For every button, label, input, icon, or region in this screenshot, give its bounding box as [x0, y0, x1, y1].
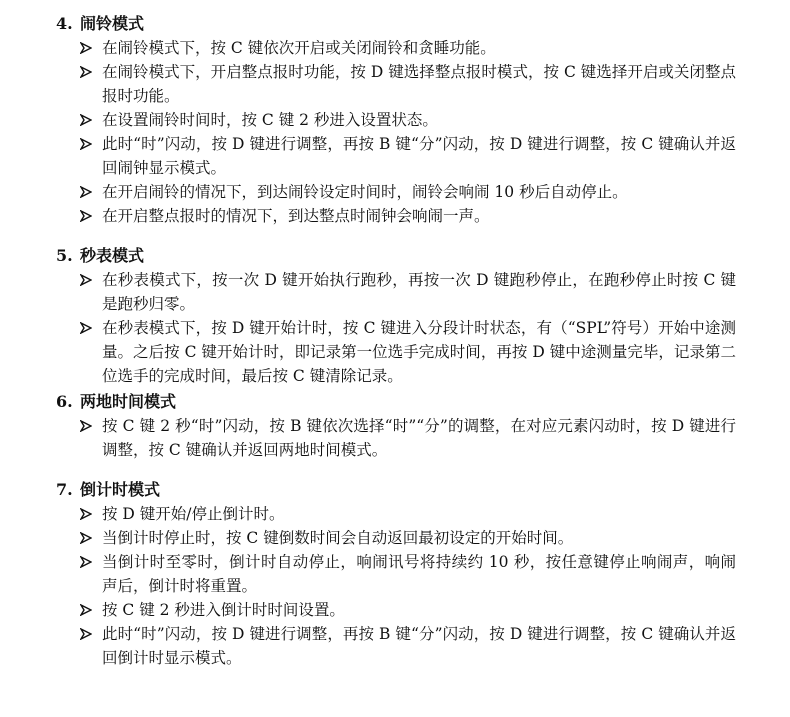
list-item-text: 在开启整点报时的情况下，到达整点时闹钟会响闹一声。: [102, 207, 490, 225]
section-dual-time-mode: [56, 390, 736, 462]
list-item: [56, 108, 736, 132]
list-item: [56, 180, 736, 204]
arrowhead-bullet-icon: [78, 180, 94, 204]
section-alarm-mode: [56, 12, 736, 228]
list-item-text: 在闹铃模式下，按 C 键依次开启或关闭闹铃和贪睡功能。: [102, 39, 496, 57]
list-item: [56, 316, 736, 388]
list-item-text: 按 C 键 2 秒“时”闪动，按 B 键依次选择“时”“分”的调整，在对应元素闪动时，按 D 键进行调整，按 C 键确认并返回两地时间模式。: [102, 417, 736, 459]
section-title: 秒表模式: [80, 246, 145, 265]
section-spacer: [0, 462, 790, 478]
list-item-text: 在开启闹铃的情况下，到达闹铃设定时间时，闹铃会响闹 10 秒后自动停止。: [102, 183, 628, 201]
arrowhead-bullet-icon: [78, 622, 94, 646]
list-item: [56, 526, 736, 550]
list-item-text: 按 C 键 2 秒进入倒计时时间设置。: [102, 601, 345, 619]
list-item: [56, 622, 736, 670]
list-item: [56, 414, 736, 462]
arrowhead-bullet-icon: [78, 598, 94, 622]
arrowhead-bullet-icon: [78, 60, 94, 84]
section-number: 5.: [56, 246, 73, 265]
list-item-text: 在闹铃模式下，开启整点报时功能，按 D 键选择整点报时模式，按 C 键选择开启或关闭整点报时功能。: [102, 63, 736, 105]
list-item-text: 在秒表模式下，按一次 D 键开始执行跑秒，再按一次 D 键跑秒停止，在跑秒停止时按 C 键是跑秒归零。: [102, 271, 736, 313]
arrowhead-bullet-icon: [78, 132, 94, 156]
section-heading: [56, 244, 736, 268]
list-item: [56, 598, 736, 622]
list-item: [56, 60, 736, 108]
list-item: [56, 550, 736, 598]
arrowhead-bullet-icon: [78, 316, 94, 340]
arrowhead-bullet-icon: [78, 414, 94, 438]
section-title: 两地时间模式: [80, 392, 177, 411]
list-item-text: 当倒计时至零时，倒计时自动停止，响闹讯号将持续约 10 秒，按任意键停止响闹声，响闹声后，倒计时将重置。: [102, 553, 736, 595]
section-stopwatch-mode: [56, 244, 736, 388]
arrowhead-bullet-icon: [78, 36, 94, 60]
section-heading: [56, 390, 736, 414]
section-number: 6.: [56, 392, 73, 411]
list-item-text: 在秒表模式下，按 D 键开始计时，按 C 键进入分段计时状态，有（“SPL”符号）开始中途测量。之后按 C 键开始计时，即记录第一位选手完成时间，再按 D 键中途测量完毕，记录第二位选手的完成时间，最后按 C 键清除记录。: [102, 319, 736, 385]
list-item-text: 在设置闹铃时间时，按 C 键 2 秒进入设置状态。: [102, 111, 438, 129]
section-countdown-mode: [56, 478, 736, 670]
arrowhead-bullet-icon: [78, 526, 94, 550]
arrowhead-bullet-icon: [78, 268, 94, 292]
list-item-text: 当倒计时停止时，按 C 键倒数时间会自动返回最初设定的开始时间。: [102, 529, 574, 547]
list-item-text: 按 D 键开始/停止倒计时。: [102, 505, 285, 523]
section-spacer: [0, 228, 790, 244]
list-item: [56, 204, 736, 228]
arrowhead-bullet-icon: [78, 502, 94, 526]
section-heading: [56, 478, 736, 502]
arrowhead-bullet-icon: [78, 108, 94, 132]
list-item: [56, 268, 736, 316]
section-number: 7.: [56, 480, 73, 499]
arrowhead-bullet-icon: [78, 550, 94, 574]
list-item: [56, 132, 736, 180]
list-item: [56, 36, 736, 60]
list-item: [56, 502, 736, 526]
section-number: 4.: [56, 14, 73, 33]
arrowhead-bullet-icon: [78, 204, 94, 228]
list-item-text: 此时“时”闪动，按 D 键进行调整，再按 B 键“分”闪动，按 D 键进行调整，按 C 键确认并返回闹钟显示模式。: [102, 135, 736, 177]
section-heading: [56, 12, 736, 36]
section-title: 闹铃模式: [80, 14, 145, 33]
section-title: 倒计时模式: [80, 480, 161, 499]
list-item-text: 此时“时”闪动，按 D 键进行调整，再按 B 键“分”闪动，按 D 键进行调整，按 C 键确认并返回倒计时显示模式。: [102, 625, 736, 667]
